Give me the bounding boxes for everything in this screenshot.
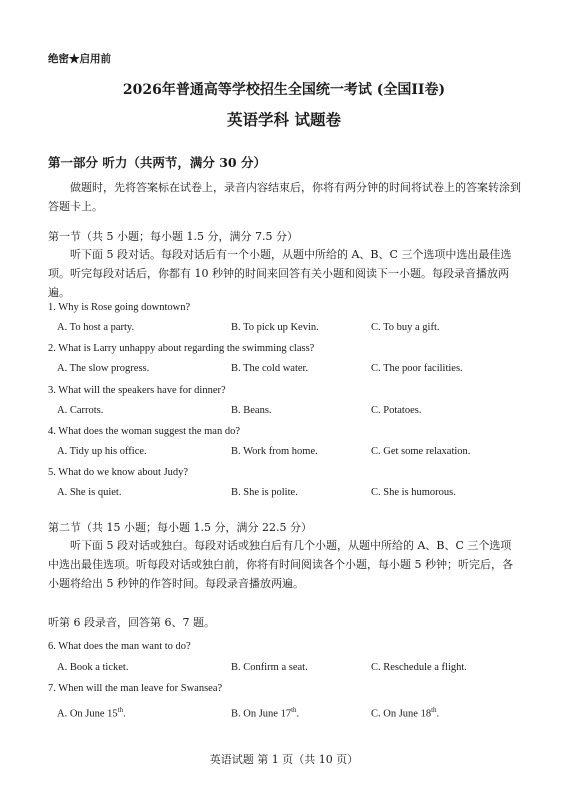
- part1-heading: 第一部分 听力（共两节，满分 30 分）: [48, 155, 266, 170]
- q3-option-c: C. Potatoes.: [371, 405, 422, 416]
- exam-title: 2026年普通高等学校招生全国统一考试 (全国II卷): [122, 82, 446, 98]
- question-4: 4. What does the woman suggest the man do?: [48, 426, 240, 437]
- q3-option-b: B. Beans.: [231, 405, 272, 416]
- question-7: 7. When will the man leave for Swansea?: [48, 683, 223, 694]
- q4-option-b: B. Work from home.: [231, 446, 318, 457]
- page-footer: 英语试题 第 1 页（共 10 页）: [209, 753, 359, 766]
- section2-instructions: 听下面 5 段对话或独白。每段对话或独白后有几个小题，从题中所给的 A、B、C 三个选项中选出最佳选项。听每段对话或独白前，你将有时间阅读各个小题，每小题 5 秒钟；听完后，各小题将给出 5 秒钟的作答时间。每段录音播放两遍。: [48, 539, 513, 590]
- q5-option-b: B. She is polite.: [231, 487, 298, 498]
- q4-option-a: A. Tidy up his office.: [57, 446, 147, 457]
- section1-heading: 第一节（共 5 小题；每小题 1.5 分，满分 7.5 分）: [48, 230, 298, 243]
- paper-title: 英语学科 试题卷: [227, 110, 341, 129]
- q5-option-a: A. She is quiet.: [57, 487, 122, 498]
- question-1: 1. Why is Rose going downtown?: [48, 302, 191, 313]
- q7-option-a: A. On June 15th.: [57, 706, 126, 720]
- question-5: 5. What do we know about Judy?: [48, 467, 189, 478]
- q2-option-c: C. The poor facilities.: [371, 363, 463, 374]
- q1-option-a: A. To host a party.: [57, 322, 135, 333]
- q2-option-b: B. The cold water.: [231, 363, 309, 374]
- q1-option-b: B. To pick up Kevin.: [231, 322, 319, 333]
- q6-option-b: B. Confirm a seat.: [231, 662, 308, 673]
- part1-instructions: 做题时，先将答案标在试卷上，录音内容结束后，你将有两分钟的时间将试卷上的答案转涂到答题卡上。: [48, 181, 521, 213]
- q6-option-c: C. Reschedule a flight.: [371, 662, 467, 673]
- q2-option-a: A. The slow progress.: [57, 363, 150, 374]
- q6-option-a: A. Book a ticket.: [57, 662, 129, 673]
- q3-option-a: A. Carrots.: [57, 405, 104, 416]
- question-2: 2. What is Larry unhappy about regarding the swimming class?: [48, 343, 315, 354]
- question-3: 3. What will the speakers have for dinner?: [48, 385, 226, 396]
- audio-6-label: 听第 6 段录音，回答第 6、7 题。: [48, 616, 215, 629]
- q1-option-c: C. To buy a gift.: [371, 322, 440, 333]
- section2-heading: 第二节（共 15 小题；每小题 1.5 分，满分 22.5 分）: [48, 521, 312, 534]
- confidential-label: 绝密★启用前: [48, 53, 111, 65]
- q5-option-c: C. She is humorous.: [371, 487, 456, 498]
- q4-option-c: C. Get some relaxation.: [371, 446, 471, 457]
- q7-option-c: C. On June 18th.: [371, 706, 440, 720]
- section1-instructions: 听下面 5 段对话。每段对话后有一个小题，从题中所给的 A、B、C 三个选项中选出最佳选项。听完每段对话后，你都有 10 秒钟的时间来回答有关小题和阅读下一小题。每段录音播放两遍。: [48, 248, 512, 299]
- question-6: 6. What does the man want to do?: [48, 641, 191, 652]
- q7-option-b: B. On June 17th.: [231, 706, 300, 720]
